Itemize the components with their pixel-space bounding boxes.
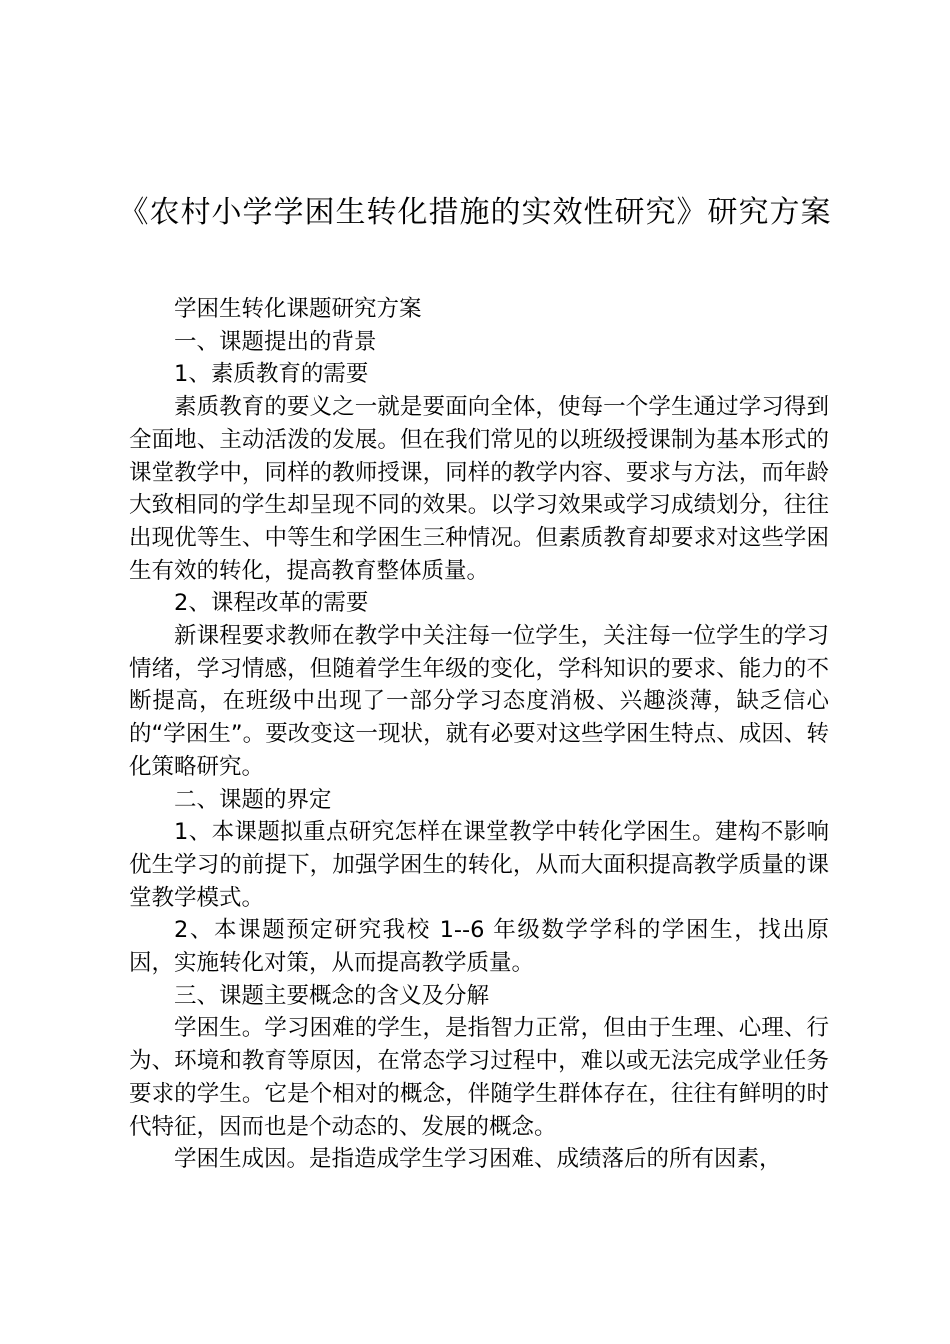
subtitle-paragraph: 学困生转化课题研究方案 bbox=[174, 296, 422, 322]
body-paragraph: 学困生。学习困难的学生，是指智力正常，但由于生理、心理、行为、环境和教育等原因，在常态学习过程中，难以或无法完成学业任务要求的学生。它是个相对的概念，伴随学生群体存在，往往有鲜明的时代特征，因而也是个动态的、发展的概念。 bbox=[129, 1015, 829, 1140]
body-paragraph: 学困生成因。是指造成学生学习困难、成绩落后的所有因素， bbox=[174, 1146, 782, 1173]
body-paragraph: 2、本课题预定研究我校 1--6 年级数学学科的学困生，找出原因，实施转化对策，从而提高教学质量。 bbox=[129, 917, 829, 977]
subsection-heading-curriculum-reform: 2、课程改革的需要 bbox=[174, 590, 369, 617]
document-title: 《农村小学学困生转化措施的实效性研究》研究方案 bbox=[118, 195, 832, 230]
section-heading-background: 一、课题提出的背景 bbox=[174, 328, 377, 355]
section-heading-definition: 二、课题的界定 bbox=[174, 786, 332, 813]
body-paragraph: 素质教育的要义之一就是要面向全体，使每一个学生通过学习得到全面地、主动活泼的发展。但在我们常见的以班级授课制为基本形式的课堂教学中，同样的教师授课，同样的教学内容、要求与方法，而年龄大致相同的学生却呈现不同的效果。以学习效果或学习成绩划分，往往出现优等生、中等生和学困生三种情况。但素质教育却要求对这些学困生有效的转化，提高教育整体质量。 bbox=[129, 394, 829, 584]
body-paragraph: 1、本课题拟重点研究怎样在课堂教学中转化学困生。建构不影响优生学习的前提下，加强学困生的转化，从而大面积提高教学质量的课堂教学模式。 bbox=[129, 819, 829, 911]
subsection-heading-quality-education: 1、素质教育的需要 bbox=[174, 361, 369, 388]
document-body bbox=[129, 293, 829, 1176]
section-heading-concepts: 三、课题主要概念的含义及分解 bbox=[174, 982, 490, 1009]
body-paragraph: 新课程要求教师在教学中关注每一位学生，关注每一位学生的学习情绪，学习情感，但随着学生年级的变化，学科知识的要求、能力的不断提高，在班级中出现了一部分学习态度消极、兴趣淡薄，缺乏信心的“学困生”。要改变这一现状，就有必要对这些学困生特点、成因、转化策略研究。 bbox=[129, 623, 829, 780]
